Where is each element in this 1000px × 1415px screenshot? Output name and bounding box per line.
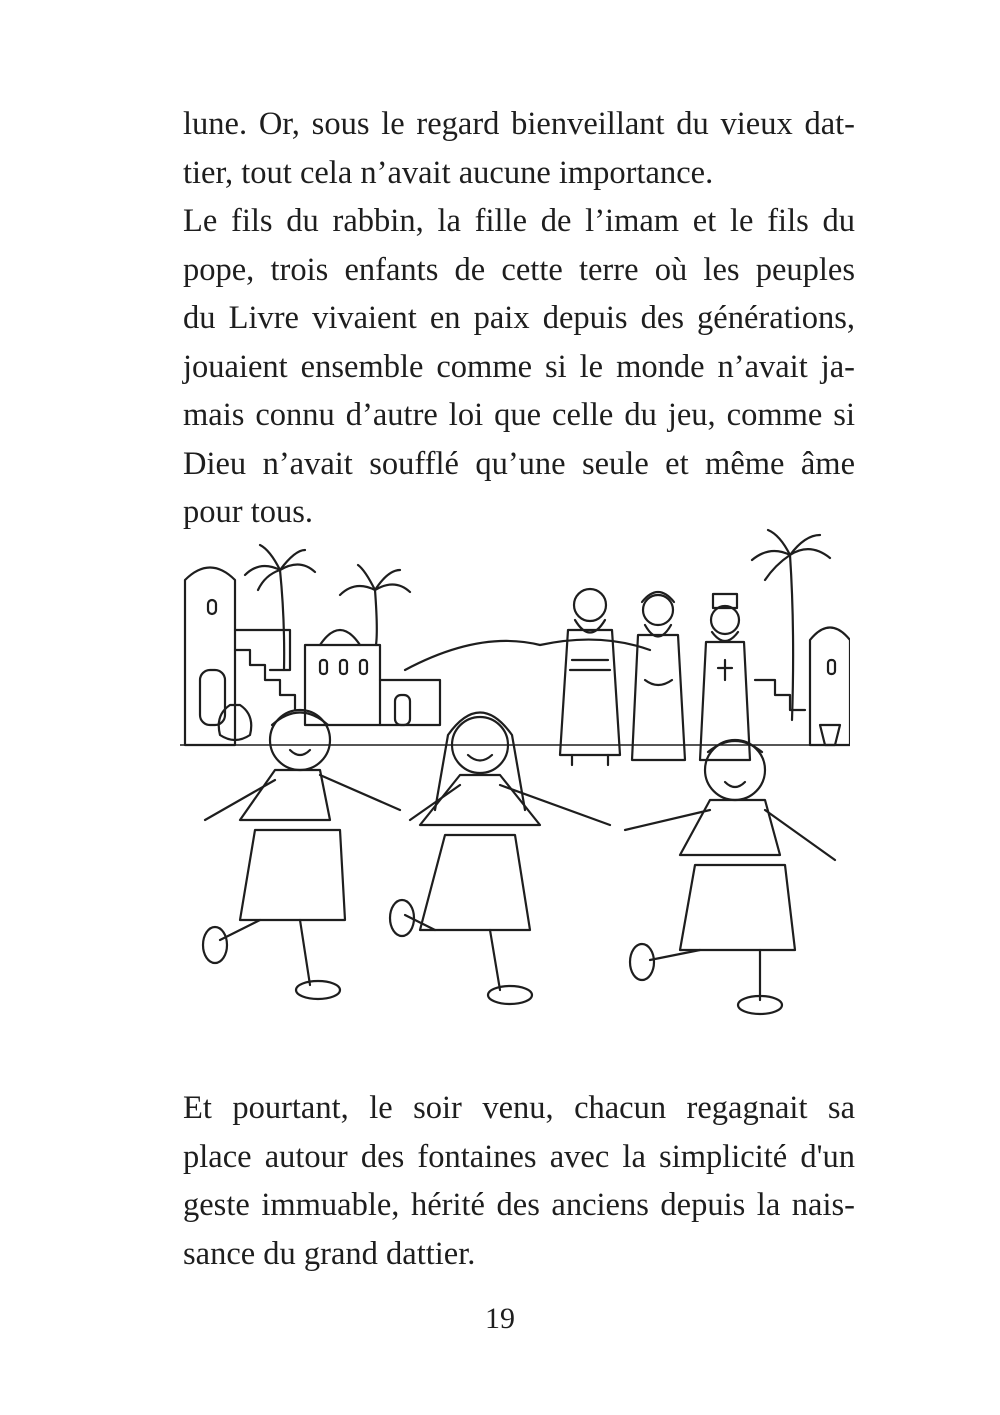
text-line: Le fils du rabbin, la fille de l’imam et le fils du <box>183 203 855 239</box>
child-boy-left-icon <box>203 710 400 999</box>
elder-imam-icon <box>632 592 685 760</box>
text-line: Dieu n’avait soufflé qu’une seule et même âme <box>183 445 855 482</box>
child-girl-middle-icon <box>390 713 610 1005</box>
palm-tree-icon <box>752 530 830 720</box>
text-line: geste immuable, hérité des anciens depuis la nais- <box>183 1187 855 1223</box>
child-boy-right-icon <box>625 740 835 1014</box>
text-line: jouaient ensemble comme si le monde n’avait ja- <box>183 348 855 385</box>
text-line: place autour des fontaines avec la simplicité d'un <box>183 1138 855 1175</box>
right-buildings-icon <box>755 628 850 746</box>
paragraph-bottom <box>183 1084 855 1278</box>
children-dancing-illustration <box>180 520 850 1025</box>
left-buildings-icon <box>185 568 440 746</box>
text-line: pour tous. <box>183 494 313 530</box>
page-number: 19 <box>485 1302 515 1335</box>
text-line: mais connu d’autre loi que celle du jeu, comme si <box>183 397 855 433</box>
text-line: lune. Or, sous le regard bienveillant du vieux dat- <box>183 106 855 142</box>
text-line: sance du grand dattier. <box>183 1235 476 1272</box>
elder-rabbi-icon <box>560 589 620 765</box>
text-line: Et pourtant, le soir venu, chacun regagnait sa <box>183 1090 855 1126</box>
text-line: pope, trois enfants de cette terre où les peuples <box>183 251 855 288</box>
text-line: tier, tout cela n’avait aucune importance. <box>183 154 714 191</box>
paragraph-top <box>183 100 855 537</box>
elder-priest-icon <box>700 594 750 760</box>
text-line: du Livre vivaient en paix depuis des générations, <box>183 300 855 336</box>
